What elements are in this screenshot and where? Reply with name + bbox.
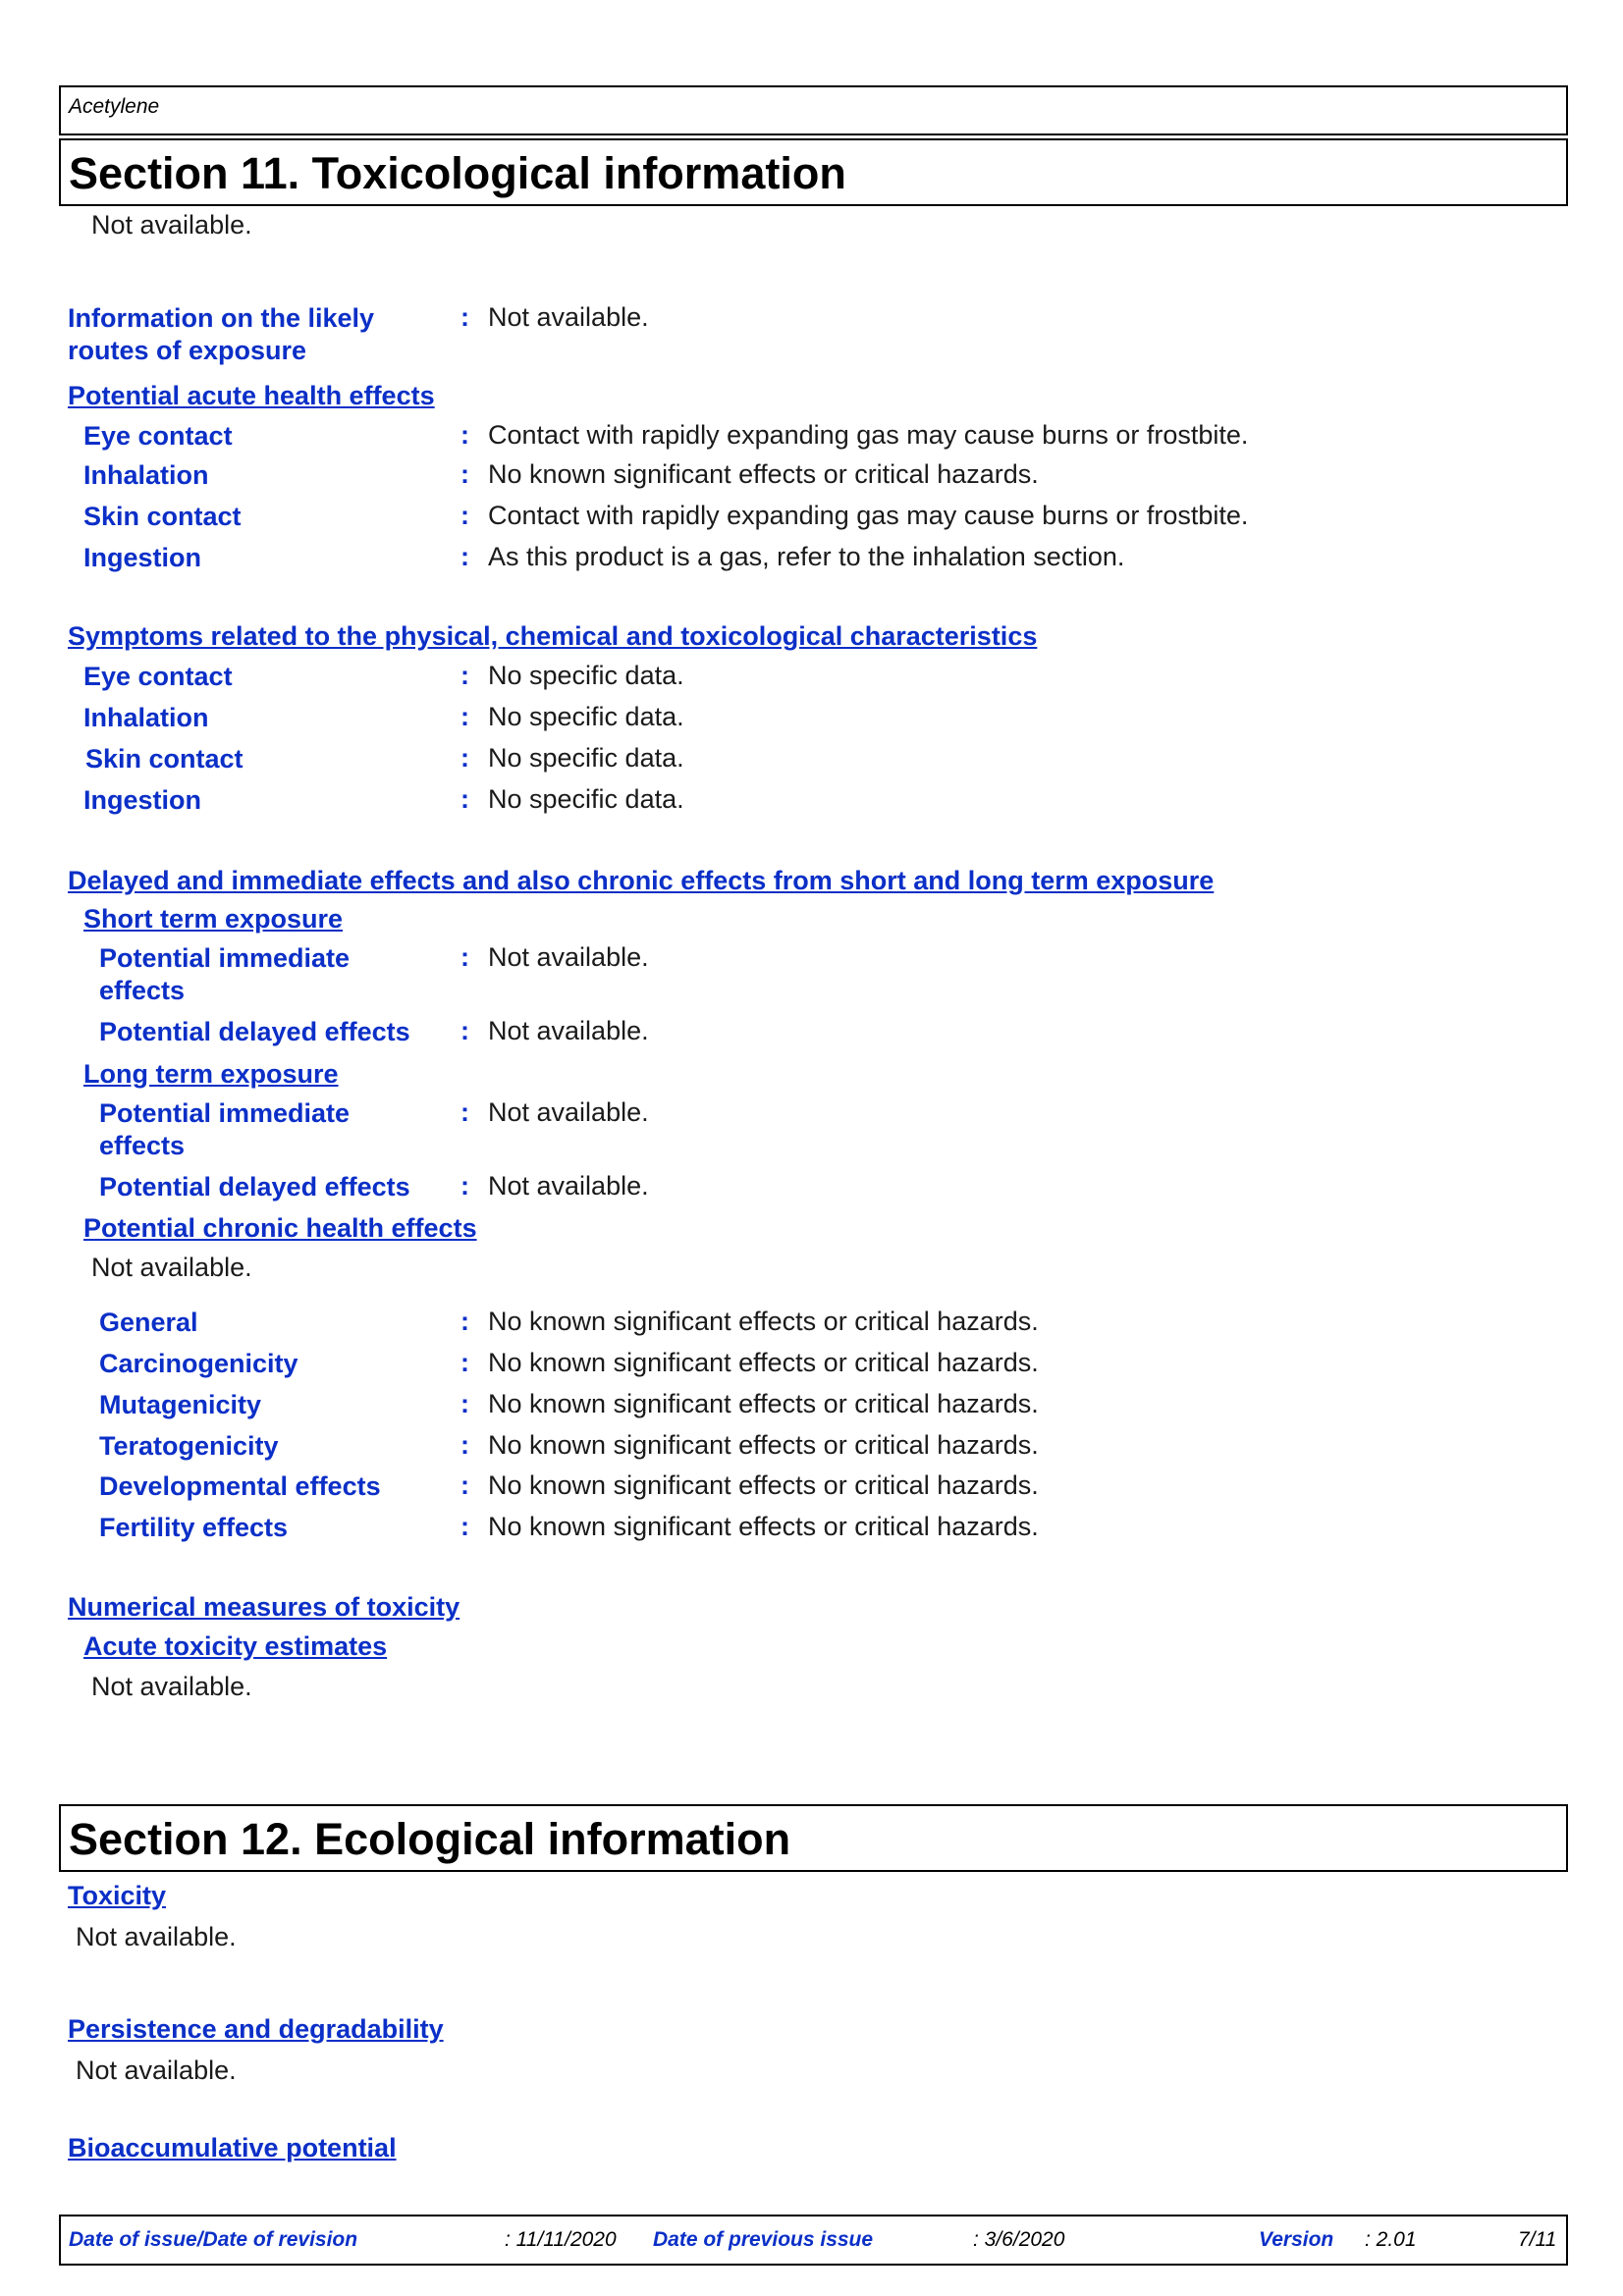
long-delayed-label: Potential delayed effects: [99, 1172, 410, 1201]
acute-label-inhalation: Inhalation: [83, 460, 209, 490]
colon: :: [460, 702, 469, 731]
previous-issue-label: Date of previous issue: [653, 2228, 874, 2251]
short-immediate-label: Potential immediate effects: [99, 943, 351, 1005]
acute-value-inhalation: No known significant effects or critical hazards.: [488, 459, 1039, 489]
symptom-label-skin: Skin contact: [85, 744, 243, 774]
routes-value: Not available.: [488, 302, 649, 332]
colon: :: [460, 743, 469, 773]
chronic-label-developmental: Developmental effects: [99, 1471, 381, 1501]
short-term-heading[interactable]: Short term exposure: [83, 904, 344, 934]
chronic-intro: Not available.: [91, 1253, 252, 1282]
document-header: [59, 85, 1568, 135]
chronic-label-fertility: Fertility effects: [99, 1513, 289, 1542]
chronic-value-developmental: No known significant effects or critical hazards.: [488, 1470, 1039, 1500]
long-delayed-value: Not available.: [488, 1171, 649, 1201]
symptom-value-skin: No specific data.: [488, 743, 684, 773]
chronic-label-carcinogenicity: Carcinogenicity: [99, 1349, 298, 1378]
chronic-value-fertility: No known significant effects or critical hazards.: [488, 1512, 1039, 1541]
chronic-value-teratogenicity: No known significant effects or critical hazards.: [488, 1430, 1039, 1460]
colon: :: [460, 1016, 469, 1045]
page-number: 7/11: [1518, 2228, 1557, 2251]
version-label: Version: [1259, 2228, 1334, 2251]
document-footer: [59, 2215, 1568, 2266]
chronic-label-teratogenicity: Teratogenicity: [99, 1431, 279, 1461]
short-delayed-value: Not available.: [488, 1016, 649, 1045]
chronic-value-general: No known significant effects or critical hazards.: [488, 1307, 1039, 1336]
colon: :: [460, 501, 469, 530]
colon: :: [460, 1430, 469, 1460]
symptom-label-ingestion: Ingestion: [83, 785, 201, 815]
product-name: Acetylene: [69, 95, 160, 118]
persistence-heading[interactable]: Persistence and degradability: [68, 2014, 444, 2044]
colon: :: [460, 1512, 469, 1541]
toxicity-value: Not available.: [76, 1922, 237, 1951]
acute-value-ingestion: As this product is a gas, refer to the inhalation section.: [488, 542, 1125, 571]
chronic-label-mutagenicity: Mutagenicity: [99, 1390, 262, 1419]
colon: :: [460, 1348, 469, 1377]
colon: :: [460, 1307, 469, 1336]
short-immediate-value: Not available.: [488, 942, 649, 972]
symptom-value-eye: No specific data.: [488, 661, 684, 690]
acute-toxicity-heading[interactable]: Acute toxicity estimates: [83, 1631, 388, 1661]
colon: :: [460, 420, 469, 450]
symptoms-heading[interactable]: Symptoms related to the physical, chemical and toxicological characteristics: [68, 621, 1038, 651]
colon: :: [460, 459, 469, 489]
acute-label-skin: Skin contact: [83, 502, 242, 531]
acute-label-eye: Eye contact: [83, 421, 233, 451]
colon: :: [460, 1389, 469, 1418]
delayed-effects-heading[interactable]: Delayed and immediate effects and also chronic effects from short and long term exposure: [68, 866, 1215, 895]
chronic-value-mutagenicity: No known significant effects or critical hazards.: [488, 1389, 1039, 1418]
long-immediate-label: Potential immediate effects: [99, 1098, 351, 1160]
bioaccumulative-heading[interactable]: Bioaccumulative potential: [68, 2133, 397, 2163]
chronic-effects-heading[interactable]: Potential chronic health effects: [83, 1213, 477, 1243]
chronic-label-general: General: [99, 1308, 198, 1337]
section-12-header: [59, 1804, 1568, 1872]
symptom-value-ingestion: No specific data.: [488, 784, 684, 814]
colon: :: [460, 784, 469, 814]
issue-date-label: Date of issue/Date of revision: [69, 2228, 358, 2251]
colon: :: [460, 942, 469, 972]
acute-effects-heading[interactable]: Potential acute health effects: [68, 381, 435, 410]
chronic-value-carcinogenicity: No known significant effects or critical hazards.: [488, 1348, 1039, 1377]
long-immediate-value: Not available.: [488, 1097, 649, 1127]
toxicity-heading[interactable]: Toxicity: [68, 1881, 167, 1910]
long-term-heading[interactable]: Long term exposure: [83, 1059, 339, 1089]
symptom-value-inhalation: No specific data.: [488, 702, 684, 731]
section-12-title: Section 12. Ecological information: [69, 1814, 791, 1864]
colon: :: [460, 1470, 469, 1500]
colon: :: [460, 542, 469, 571]
symptom-label-eye: Eye contact: [83, 662, 233, 691]
section-11-intro: Not available.: [91, 210, 252, 240]
numerical-measures-heading[interactable]: Numerical measures of toxicity: [68, 1592, 460, 1622]
acute-toxicity-value: Not available.: [91, 1672, 252, 1701]
issue-date-value: : 11/11/2020: [505, 2228, 617, 2251]
section-11-header: [59, 138, 1568, 206]
section-11-title: Section 11. Toxicological information: [69, 148, 846, 198]
acute-label-ingestion: Ingestion: [83, 543, 201, 572]
colon: :: [460, 1171, 469, 1201]
acute-value-eye: Contact with rapidly expanding gas may cause burns or frostbite.: [488, 420, 1249, 450]
colon: :: [460, 302, 469, 332]
previous-issue-value: : 3/6/2020: [973, 2228, 1065, 2251]
version-value: : 2.01: [1365, 2228, 1417, 2251]
colon: :: [460, 1097, 469, 1127]
symptom-label-inhalation: Inhalation: [83, 703, 209, 732]
acute-value-skin: Contact with rapidly expanding gas may cause burns or frostbite.: [488, 501, 1249, 530]
persistence-value: Not available.: [76, 2056, 237, 2085]
short-delayed-label: Potential delayed effects: [99, 1017, 410, 1046]
colon: :: [460, 661, 469, 690]
routes-label: Information on the likely routes of exposure: [68, 303, 375, 365]
